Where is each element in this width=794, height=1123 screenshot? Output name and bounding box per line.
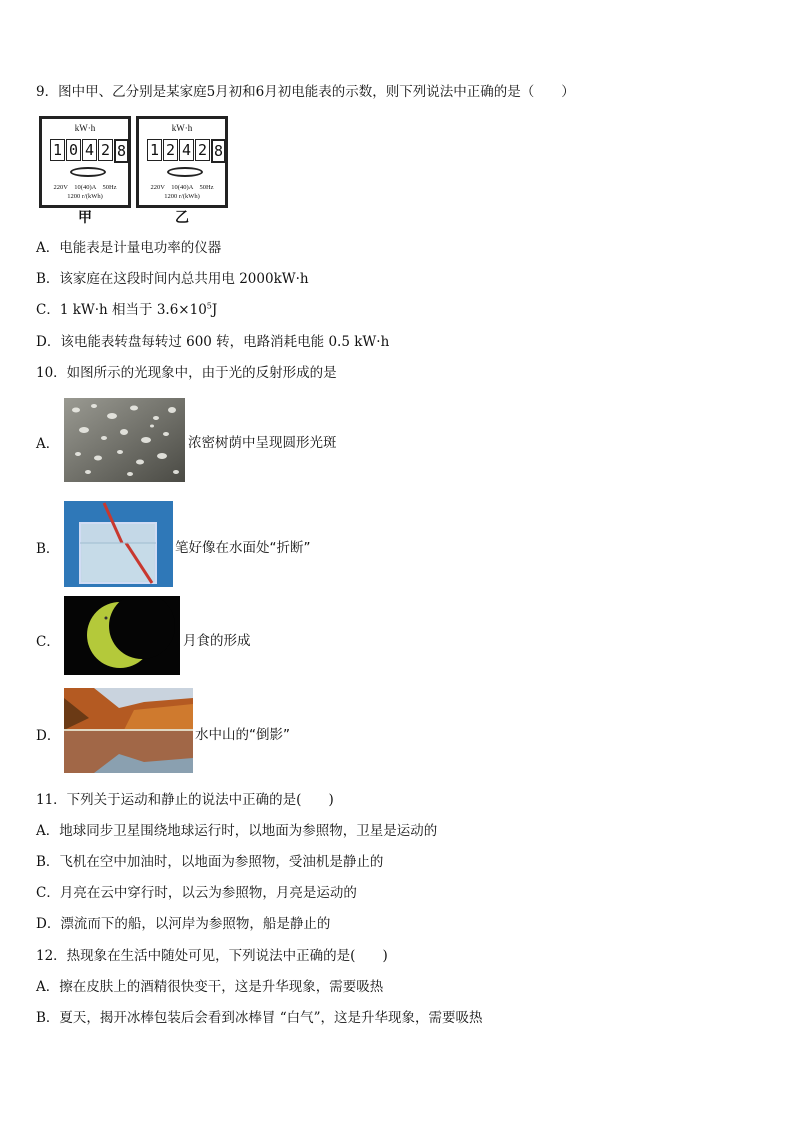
- meter-disk-icon: [70, 167, 106, 177]
- q11-option-c: C．月亮在云中穿行时，以云为参照物，月亮是运动的: [36, 885, 357, 901]
- q10-option-d-label: D．: [36, 728, 61, 744]
- q11-stem: 11．下列关于运动和静止的说法中正确的是( ): [36, 792, 334, 808]
- q10-stem: 10．如图所示的光现象中，由于光的反射形成的是: [36, 365, 337, 381]
- mountain-reflection-image: [64, 688, 193, 773]
- q9-stem: 9．图中甲、乙分别是某家庭5月初和6月初电能表的示数，则下列说法中正确的是（ ）: [36, 84, 575, 100]
- q11-option-d: D．漂流而下的船，以河岸为参照物，船是静止的: [36, 916, 331, 932]
- q9-option-c: [36, 301, 217, 319]
- lunar-eclipse-image: [64, 596, 180, 675]
- meter-digit-decimal: 8: [211, 139, 226, 163]
- meter-jia: [39, 116, 131, 208]
- meter-digit: 2: [163, 139, 178, 161]
- meter-digit: 4: [82, 139, 97, 161]
- meter-digit: 0: [66, 139, 81, 161]
- meter-rate: 1200 r/(kWh): [164, 193, 200, 200]
- q11-option-a: A．地球同步卫星围绕地球运行时，以地面为参照物，卫星是运动的: [36, 823, 438, 839]
- q10-option-c-label: C．: [36, 634, 60, 650]
- q12-stem: 12．热现象在生活中随处可见，下列说法中正确的是( ): [36, 948, 388, 964]
- q9-option-d: D．该电能表转盘每转过 600 转，电路消耗电能 0.5 kW·h: [36, 334, 390, 350]
- meter-yi: [136, 116, 228, 208]
- q10-option-d-caption: 水中山的“倒影”: [195, 727, 290, 743]
- meter-digits: [50, 139, 130, 163]
- meter-disk-icon: [167, 167, 203, 177]
- q9-option-c-text: C．1 kW·h 相当于 3.6×10: [36, 302, 207, 318]
- meter-digit: 4: [179, 139, 194, 161]
- meter-digit: 1: [147, 139, 162, 161]
- pen-in-water-image: [64, 501, 173, 587]
- meter-unit: kW·h: [74, 123, 96, 133]
- q11-option-b: B．飞机在空中加油时，以地面为参照物，受油机是静止的: [36, 854, 384, 870]
- meter-spec: 220V 10(40)A 50Hz: [150, 184, 214, 191]
- meter-digit: 2: [98, 139, 113, 161]
- q12-option-b: B．夏天，揭开冰棒包装后会看到冰棒冒 “白气”，这是升华现象，需要吸热: [36, 1010, 483, 1026]
- q9-option-b: B．该家庭在这段时间内总共用电 2000kW·h: [36, 271, 309, 287]
- q9-option-a: A．电能表是计量电功率的仪器: [36, 240, 222, 256]
- q10-option-c-caption: 月食的形成: [183, 633, 251, 649]
- meter-unit: kW·h: [171, 123, 193, 133]
- q12-option-a: A．擦在皮肤上的酒精很快变干，这是升华现象，需要吸热: [36, 979, 384, 995]
- meter-label-yi: 乙: [175, 210, 189, 226]
- meter-spec: 220V 10(40)A 50Hz: [53, 184, 117, 191]
- q10-option-a-caption: 浓密树荫中呈现圆形光斑: [188, 435, 337, 451]
- meter-digits: [147, 139, 227, 163]
- q10-option-b-caption: 笔好像在水面处“折断”: [175, 540, 311, 556]
- q10-option-a-label: A．: [36, 436, 60, 452]
- meter-digit: 1: [50, 139, 65, 161]
- q9-option-c-unit: J: [211, 302, 218, 318]
- q10-option-b-label: B．: [36, 541, 60, 557]
- meter-rate: 1200 r/(kWh): [67, 193, 103, 200]
- tree-shade-light-spots-image: [64, 398, 185, 482]
- meter-digit: 2: [195, 139, 210, 161]
- meter-label-jia: 甲: [78, 210, 92, 226]
- q9-option-c-exponent: 5: [206, 301, 212, 311]
- meter-digit-decimal: 8: [114, 139, 129, 163]
